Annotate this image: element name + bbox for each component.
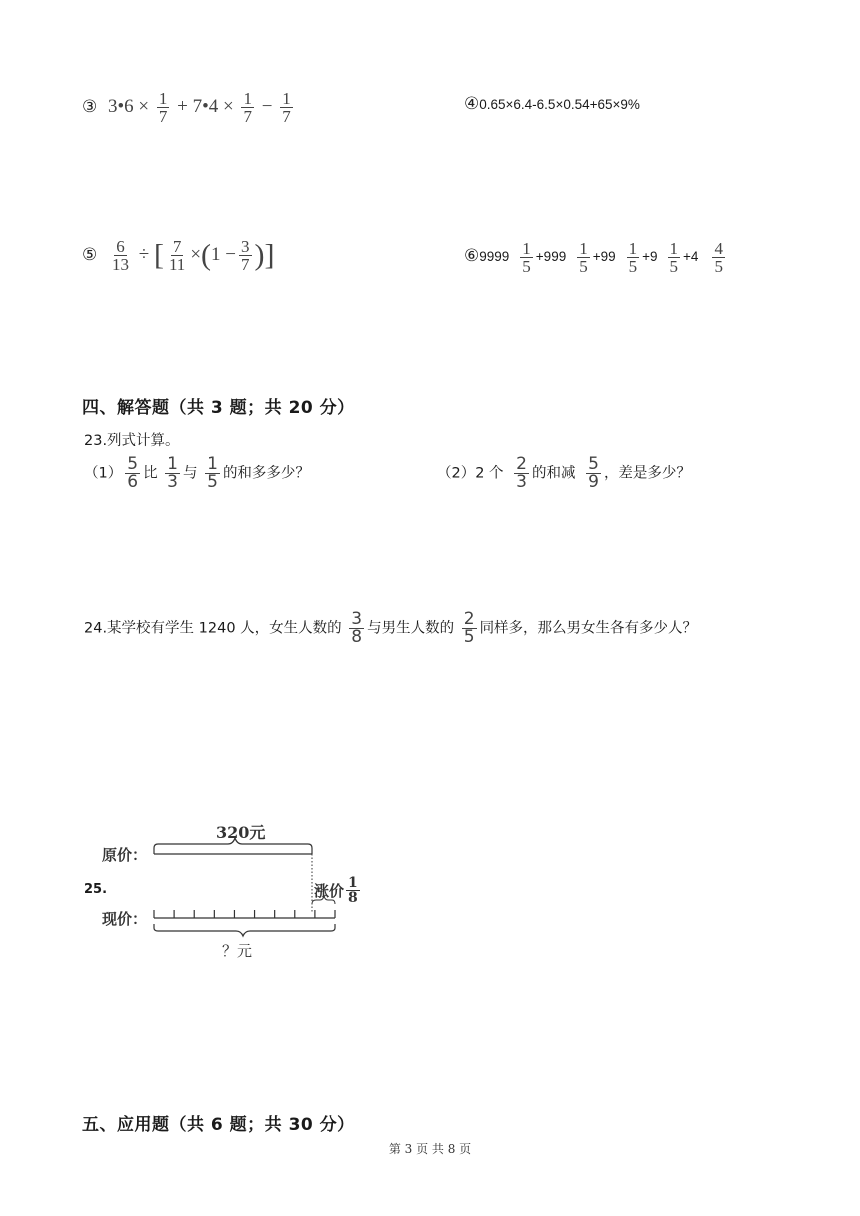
question-23-title: 23.列式计算。 [84, 433, 180, 449]
original-price-label: 原价： [102, 846, 148, 864]
fraction: $\frac{3}{8}$ [351, 609, 363, 647]
fraction: $\frac{4}{5}$ [714, 239, 723, 276]
fraction: $\frac{6}{13}$ [112, 237, 129, 274]
current-price-label: 现价： [102, 910, 148, 928]
problem-4 [464, 94, 640, 114]
problem-5: ⑤ $\frac{6}{13}$ ÷ [ $\frac{7}{11}$ ×(1 − $\frac{3}{7}$ )] [82, 237, 275, 274]
fraction: $\frac{1}{7}$ [158, 89, 168, 126]
rise-label: 涨价 $\frac{1}{8}$ [314, 875, 358, 906]
bottom-brace [154, 924, 335, 936]
fraction: $\frac{3}{7}$ [241, 237, 250, 274]
problem-number: ⑤ [82, 244, 98, 265]
question-23-part-2: （2）2 个 $\frac{2}{3}$ 的和减 $\frac{5}{9}$ ，差是多少？ [437, 454, 691, 492]
problem-3: ③ 3•6 × $\frac{1}{7}$ + 7•4 × $\frac{1}{7}$ − $\frac{1}{7}$ [82, 89, 291, 126]
fraction: $\frac{1}{5}$ [579, 239, 588, 276]
fraction: $\frac{2}{3}$ [516, 454, 527, 492]
question-23-part-1: （1） $\frac{5}{6}$ 比 $\frac{1}{3}$ 与 $\frac{1}{5}$ 的和多多少？ [84, 454, 310, 492]
section-5-heading: 五、应用题（共 6 题；共 30 分） [82, 1115, 355, 1135]
section-4-heading: 四、解答题（共 3 题；共 20 分） [82, 398, 355, 418]
fraction: $\frac{5}{6}$ [127, 454, 139, 492]
current-price-value: ？元 [222, 942, 253, 960]
fraction: $\frac{1}{3}$ [167, 454, 178, 492]
fraction: $\frac{1}{7}$ [243, 89, 252, 126]
fraction: $\frac{7}{11}$ [168, 237, 186, 274]
price-line-diagram [98, 812, 368, 972]
page-footer: 第 3 页 共 8 页 [388, 1142, 472, 1156]
tick-marks [154, 910, 335, 918]
fraction: $\frac{5}{9}$ [588, 454, 599, 492]
fraction: $\frac{1}{5}$ [522, 239, 531, 276]
question-25-number: 25. [84, 882, 108, 897]
problem-number: ⑥ [464, 246, 480, 267]
fraction: $\frac{1}{8}$ [348, 875, 358, 906]
problem-6: ⑥9999 $\frac{1}{5}$ +999 $\frac{1}{5}$ +99 $\frac{1}{5}$ +9 $\frac{1}{5}$ +4 $\frac{4}{5}$ [464, 239, 723, 276]
fraction: $\frac{1}{5}$ [628, 239, 638, 276]
original-price-value: 320元 [216, 823, 266, 842]
problem-number: ③ [82, 96, 98, 117]
fraction: $\frac{1}{5}$ [207, 454, 218, 492]
expression: 0.65×6.4-6.5×0.54+65×9% [479, 97, 640, 112]
fraction: $\frac{1}{5}$ [669, 239, 679, 276]
fraction: $\frac{1}{7}$ [282, 89, 291, 126]
problem-number: ④ [464, 94, 480, 114]
fraction: $\frac{2}{5}$ [463, 609, 475, 647]
question-24: 24.某学校有学生 1240 人，女生人数的 $\frac{3}{8}$ 与男生人数的 $\frac{2}{5}$ 同样多，那么男女生各有多少人？ [84, 609, 698, 647]
